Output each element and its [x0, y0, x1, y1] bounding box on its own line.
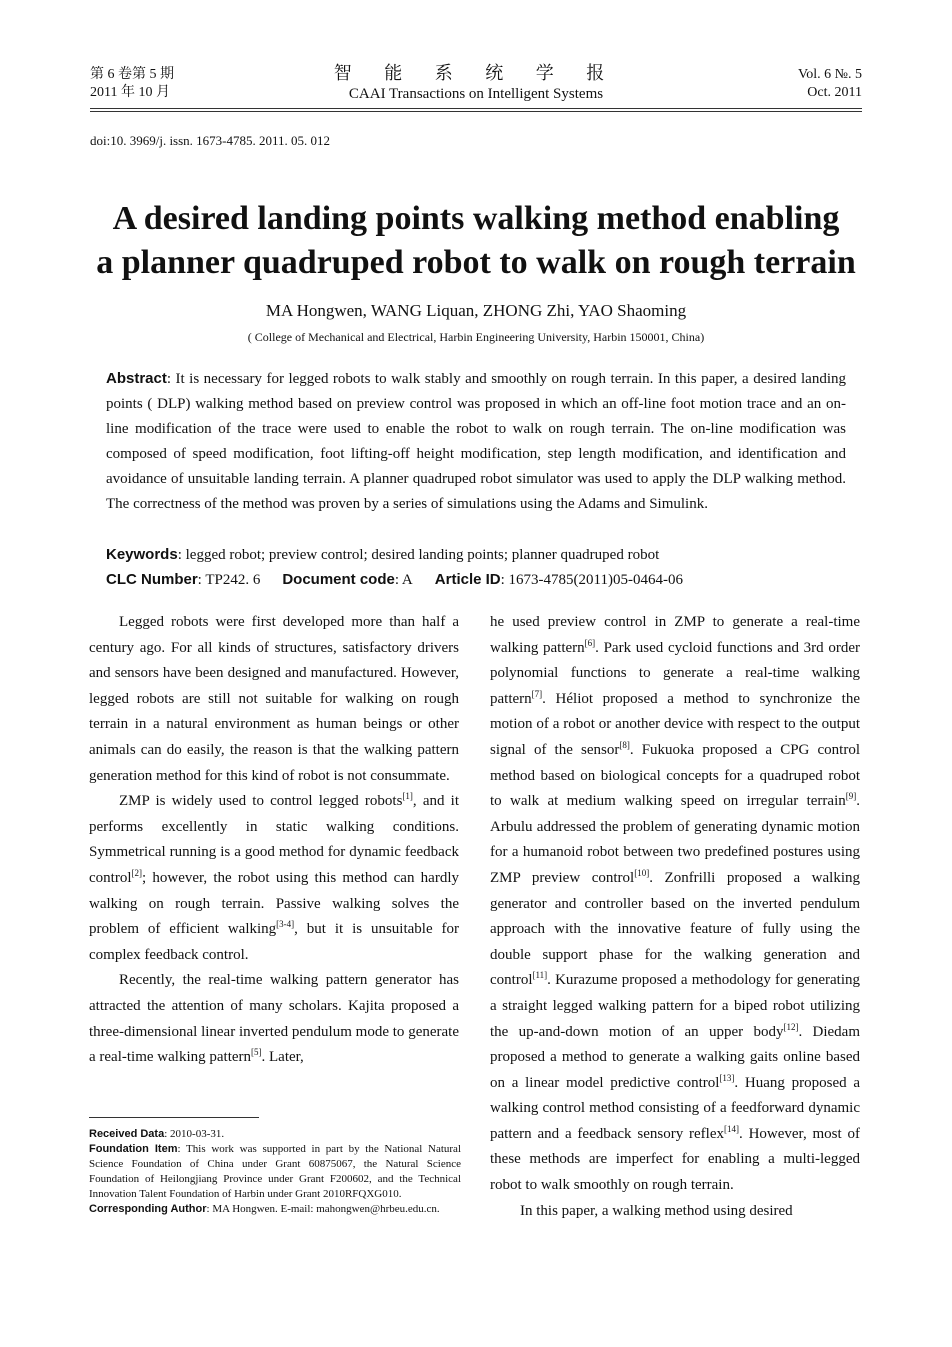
keywords	[106, 542, 846, 568]
paper-title	[60, 197, 892, 285]
text-run: ; however, the robot using this method can hardly walking on rough terrain. Passive walking solves the problem of efficient walking	[89, 869, 459, 938]
document-code-value: : A	[394, 572, 413, 588]
body-column-right	[490, 610, 860, 1224]
volume-en: Vol. 6 №. 5	[797, 67, 862, 82]
footnote-rule	[89, 1117, 259, 1118]
citation: [8]	[619, 739, 630, 750]
body-column-left	[89, 610, 459, 1071]
article-id-value: : 1673-4785(2011)05-0464-06	[500, 572, 683, 588]
date-cn: 2011 年 10 月	[90, 85, 170, 100]
citation: [5]	[251, 1047, 262, 1058]
header-rule	[90, 108, 862, 109]
citation: [14]	[724, 1123, 739, 1134]
citation: [1]	[402, 791, 413, 802]
text-run: Recently, the real-time walking pattern generator has attracted the attention of many scholars. Kajita proposed a three-dimensional linear inverted pendulum mode to generate a real-time walking pattern	[89, 972, 459, 1066]
affiliation: ( College of Mechanical and Electrical, Harbin Engineering University, Harbin 150001, China)	[247, 330, 705, 344]
citation: [3-4]	[276, 919, 295, 930]
doi: doi:10. 3969/j. issn. 1673-4785. 2011. 05. 012	[90, 133, 331, 148]
paragraph	[89, 789, 459, 968]
foundation-label: Foundation Item	[89, 1143, 178, 1155]
text-run: . Huang proposed a walking control method consisting of a feedforward dynamic pattern and a feedback sensory reflex	[490, 1074, 861, 1142]
clc-label: CLC Number	[106, 571, 198, 588]
document-code-label: Document code	[282, 571, 395, 588]
authors: MA Hongwen, WANG Liquan, ZHONG Zhi, YAO Shaoming	[265, 301, 687, 320]
text-run: he used preview control in ZMP to generate a real-time walking pattern	[490, 614, 860, 656]
text-run: . Park used cycloid functions and 3rd order polynomial functions to generate a real-time walking pattern	[490, 639, 860, 707]
journal-title-en: CAAI Transactions on Intelligent Systems	[348, 86, 604, 102]
citation: [7]	[531, 688, 543, 699]
citation: [12]	[783, 1021, 799, 1032]
corresponding-value: : MA Hongwen. E-mail: mahongwen@hrbeu.edu.cn.	[206, 1203, 440, 1215]
article-id-label: Article ID	[434, 571, 501, 588]
paragraph: In this paper, a walking method using desired	[520, 1202, 793, 1219]
footnote-corresponding	[89, 1202, 461, 1217]
abstract-text: : It is necessary for legged robots to walk stably and smoothly on rough terrain. In this paper, a desired landing points ( DLP) walking method based on preview control was proposed in which an off-line foot motion trace and an on-line modification of the trace were used to enable the robot to walk on rough terrain. The on-line modification was composed of speed modification, foot lifting-off height modification, step length modification, and identification and avoidance of unsuitable landing terrain. A planner quadruped robot simulator was used to apply the DLP walking method. The correctness of the method was proven by a series of simulations using the Adams and Simulink.	[106, 371, 846, 512]
paragraph	[89, 968, 459, 1070]
citation: [10]	[634, 867, 650, 878]
title-line-2: a planner quadruped robot to walk on rough terrain	[96, 244, 856, 281]
footnote-received	[89, 1127, 461, 1142]
keywords-text: : legged robot; preview control; desired landing points; planner quadruped robot	[177, 547, 660, 563]
abstract	[106, 366, 846, 517]
citation: [11]	[532, 970, 548, 981]
received-label: Received Data	[89, 1128, 165, 1140]
text-run: . Diedam proposed a method to generate a walking gaits online based on a linear model predictive control	[490, 1023, 860, 1091]
footnotes	[89, 1127, 461, 1217]
footnote-foundation	[89, 1142, 461, 1202]
citation: [13]	[719, 1072, 735, 1083]
volume-cn: 第 6 卷第 5 期	[90, 67, 174, 82]
text-run: . Fukuoka proposed a CPG control method based on biological concepts for a quadruped robot to walk at medium walking speed on irregular terrain	[490, 741, 860, 810]
text-run: . Héliot proposed a method to synchronize the motion of a robot or another device with respect to the output signal of the sensor	[490, 690, 860, 758]
classification-line	[106, 567, 846, 593]
clc-value: : TP242. 6	[197, 572, 261, 588]
header-center	[300, 62, 652, 104]
header-rule-second	[90, 111, 862, 112]
citation: [9]	[845, 791, 857, 802]
text-run: . Arbulu addressed the problem of generating dynamic motion for a humanoid robot between two predefined postures using ZMP preview control	[490, 793, 860, 886]
text-run: . Zonfrilli proposed a walking generator and controller based on the inverted pendulum approach with the innovative feature of fully using the double support phase for the walking generation and control	[490, 869, 861, 989]
text-run: , and it performs excellently in static walking conditions. Symmetrical running is a good method for dynamic feedback control	[89, 793, 459, 886]
header-right	[798, 66, 862, 102]
abstract-label: Abstract	[106, 370, 167, 387]
journal-title-cn: 智 能 系 统 学 报	[333, 63, 619, 83]
text-run: . Kurazume proposed a methodology for generating a straight legged walking pattern for a biped robot utilizing the up-and-down motion of an upper body	[490, 972, 860, 1040]
text-run: . Later,	[261, 1049, 304, 1066]
foundation-value: : This work was supported in part by the National Natural Science Foundation of China under Grant 60875067, the Natural Science Foundation of Heilongjiang Province under Grant F200602, and the Technical Innovation Talent Foundation of Harbin under Grant 2010RFQXG010.	[89, 1143, 461, 1200]
paragraph: Legged robots were first developed more than half a century ago. For all kinds of structures, satisfactory drivers and sensors have been designed and manufactured. However, legged robots are still not suitable for walking on rough terrain in a natural environment as human beings or other animals can do easily, the reason is that the walking pattern generation method for this kind of robot is not consummate.	[89, 614, 459, 784]
received-value: : 2010-03-31.	[164, 1128, 225, 1140]
text-run: . However, most of these methods are imperfect for enabling a multi-legged robot to walk smoothly on rough terrain.	[490, 1125, 861, 1194]
corresponding-label: Corresponding Author	[89, 1203, 207, 1215]
text-run: , but it is unsuitable for complex feedback control.	[89, 921, 459, 963]
text-run: ZMP is widely used to control legged robots	[119, 793, 403, 810]
citation: [2]	[131, 867, 142, 878]
title-line-1: A desired landing points walking method enabling	[112, 200, 840, 237]
paragraph	[490, 610, 860, 1199]
keywords-label: Keywords	[106, 546, 178, 563]
citation: [6]	[584, 637, 596, 648]
header-left	[90, 66, 174, 102]
date-en: Oct. 2011	[807, 85, 862, 100]
